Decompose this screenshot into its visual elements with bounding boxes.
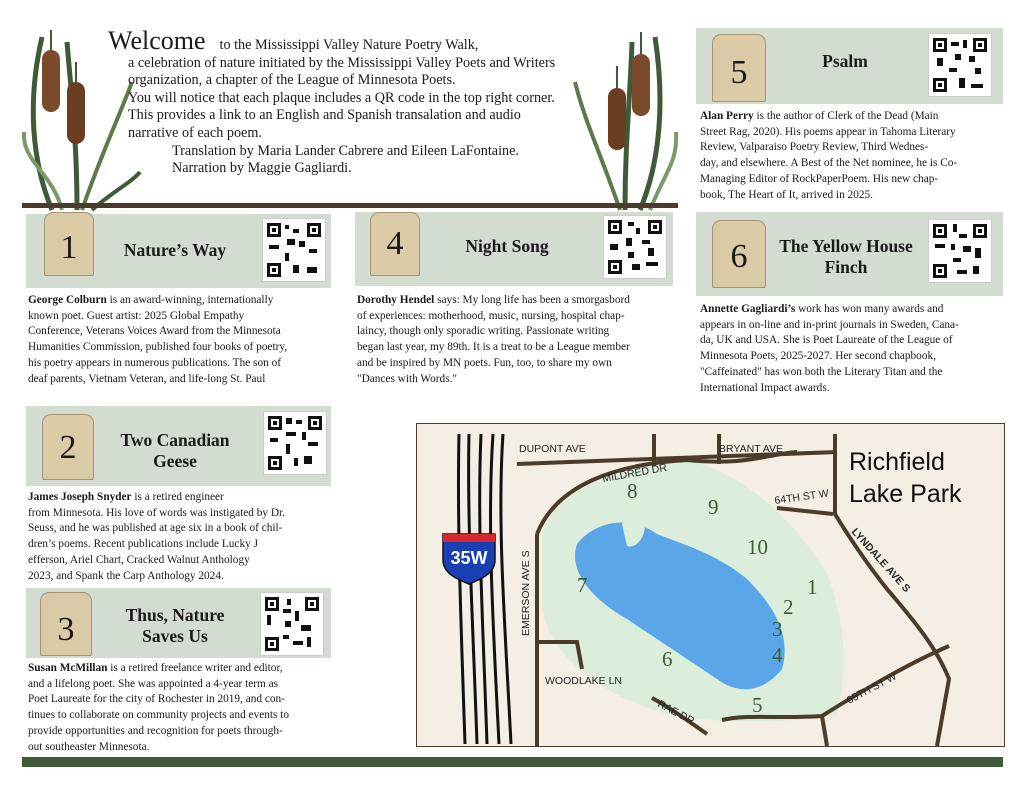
welcome-line: a celebration of nature initiated by the Mississippi Valley Poets and Writers [128, 54, 556, 71]
welcome-heading: Welcome [108, 26, 206, 55]
author-name: Dorothy Hendel [357, 294, 435, 306]
welcome-intro [108, 26, 618, 178]
poem-title: Thus, Nature Saves Us [125, 605, 225, 646]
author-bio: Susan McMillan is a retired freelance writer and editor, and a lifelong poet. She was appointed a 4-year term as Poet Laureate for the city of Rochester in 2019, and con- tinues to collaborate on community projects and events to provide opportunities and recognition for poets through- out southeaster Minnesota. [28, 662, 290, 753]
map-stop-marker: 2 [783, 595, 794, 619]
plaque-number-badge: 5 [712, 34, 766, 102]
qr-code-icon[interactable] [928, 33, 992, 97]
park-map [416, 423, 1005, 747]
plaque-number-badge: 4 [370, 212, 420, 276]
poem-title: Two Canadian Geese [120, 430, 230, 471]
map-stop-marker: 8 [627, 479, 638, 503]
qr-code-icon[interactable] [262, 218, 326, 282]
street-label: DUPONT AVE [519, 443, 586, 455]
welcome-line: to the Mississippi Valley Nature Poetry Walk, [219, 37, 479, 53]
credit-narration: Narration by Maggie Gagliardi. [172, 160, 352, 177]
street-label: 64TH ST W [773, 487, 830, 507]
author-name: Annette Gagliardi’s [700, 303, 796, 315]
author-bio: Annette Gagliardi’s work has won many awards and appears in on-line and in-print journals in Sweden, Cana- da, UK and USA. She is Poet Laureate of the League of Minnesota Poets, 2025-2027. Her second chapbook, "Caffeinated" has won both the Literary Titan and the International Impact awards. [700, 303, 959, 394]
street-label: WOODLAKE LN [545, 675, 623, 687]
qr-code-icon[interactable] [928, 219, 992, 283]
credit-translation: Translation by Maria Lander Cabrere and Eileen LaFontaine. [172, 142, 519, 159]
map-stop-marker: 4 [772, 643, 783, 667]
welcome-line: This provides a link to an English and Spanish transalation and audio [128, 107, 521, 124]
section-divider [22, 203, 678, 208]
map-title: Richfield [849, 448, 945, 476]
highway-label: 35W [450, 548, 488, 568]
map-stop-marker: 3 [772, 617, 783, 641]
qr-code-icon[interactable] [260, 592, 324, 656]
poem-title: Night Song [465, 236, 549, 256]
plaque-number-badge: 6 [712, 220, 766, 288]
street-label: RAE DR [655, 698, 697, 728]
street-label: EMERSON AVE S [520, 550, 532, 636]
plaque-number-badge: 2 [42, 414, 94, 480]
author-name: James Joseph Snyder [28, 491, 132, 503]
author-bio: James Joseph Snyder is a retired engineer from Minnesota. His love of words was instigated by Dr. Seuss, and he was published at age six in a book of chil- dren’s poems. Recent publications include Lucky J efferson, Ariel Chart, Cracked Walnut Anthology 2023, and Spank the Carp Anthology 2024. [28, 491, 285, 582]
welcome-line: You will notice that each plaque includes a QR code in the top right corner. [128, 89, 555, 106]
interstate-shield-icon [443, 534, 495, 584]
map-stop-marker: 1 [807, 575, 818, 599]
map-stop-marker: 6 [662, 647, 673, 671]
author-bio: George Colburn is an award-winning, internationally known poet. Guest artist: 2025 Global Empathy Conference, Veterans Voices Award from the Minnesota Humanities Commission, published four books of poetry, his poetry appears in numerous publications. The son of deaf parents, Vietnam Veteran, and life-long St. Paul [28, 294, 288, 385]
qr-code-icon[interactable] [263, 411, 327, 475]
poem-title: Psalm [822, 51, 868, 71]
author-bio: Alan Perry is the author of Clerk of the Dead (Main Street Rag, 2020). His poems appear in Tahoma Literary Review, Valparaiso Poetry Review, Third Wednes- day, and elsewhere. A Best of the Net nominee, he is Co- Managing Editor of RockPaperPoem. His new chap- book, The Heart of It, arrived in 2025. [700, 110, 958, 201]
map-title: Lake Park [849, 480, 962, 508]
author-name: George Colburn [28, 294, 107, 306]
street-label: BRYANT AVE [719, 443, 783, 455]
street-label: 65TH ST W [844, 670, 899, 707]
poem-title: The Yellow House Finch [779, 236, 913, 277]
poem-title: Nature’s Way [123, 240, 227, 260]
map-stop-marker: 5 [752, 693, 763, 717]
author-name: Alan Perry [700, 110, 754, 122]
author-name: Susan McMillan [28, 662, 108, 674]
plaque-number-badge: 3 [40, 592, 92, 656]
map-stop-marker: 7 [577, 573, 588, 597]
author-bio: Dorothy Hendel says: My long life has been a smorgasbord of experiences: motherhood, music, nursing, hospital chap- laincy, though only sporadic writing. Passionate writing began last year, my 89th. It is a treat to be a League member and be inspired by MN poets. Fun, too, to share my own "Dances with Words." [357, 294, 630, 385]
highway-lanes [458, 434, 511, 744]
street-label: MILDRED DR [601, 461, 668, 485]
qr-code-icon[interactable] [603, 215, 667, 279]
street-label: LYNDALE AVE S [848, 525, 913, 595]
map-stop-marker: 9 [708, 495, 719, 519]
welcome-line: narrative of each poem. [128, 124, 262, 141]
map-stop-marker: 10 [747, 535, 768, 559]
plaque-number-badge: 1 [44, 212, 94, 276]
footer-bar [22, 757, 1003, 767]
welcome-line: organization, a chapter of the League of Minnesota Poets. [128, 72, 456, 89]
